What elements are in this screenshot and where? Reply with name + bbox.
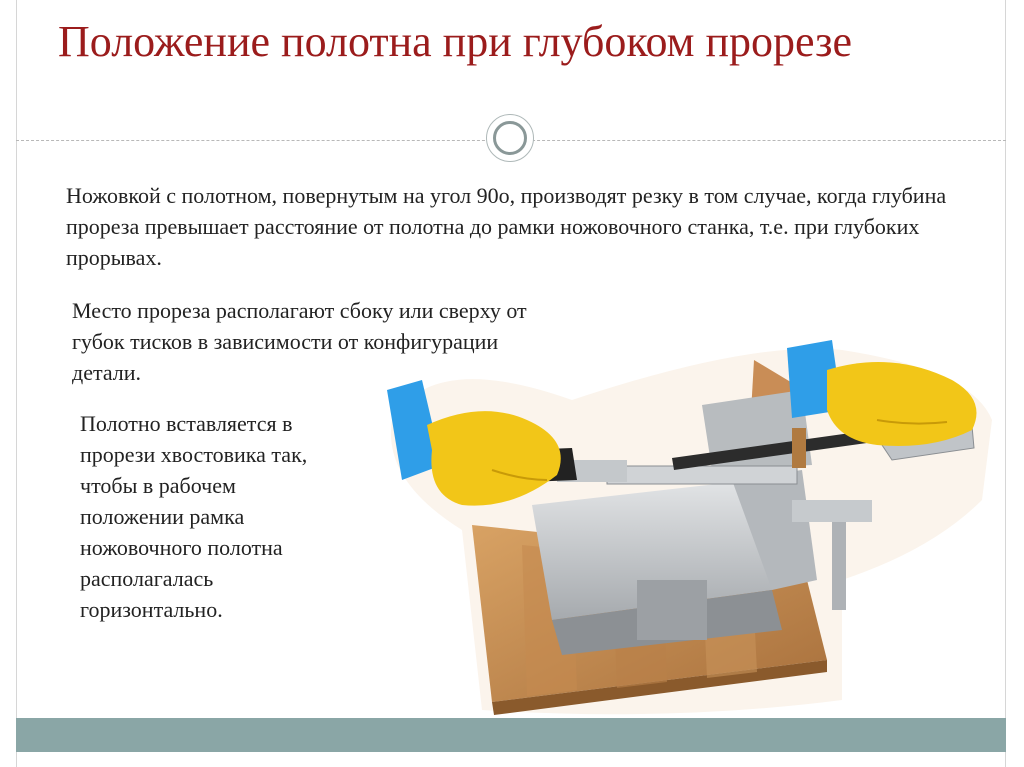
paragraph-cut-location: Место прореза располагают сбоку или сверху от губок тисков в зависимости от конфигурации детали. bbox=[72, 298, 527, 385]
slide-title: Положение полотна при глубоком прорезе bbox=[58, 17, 853, 66]
footer-bar bbox=[16, 718, 1006, 752]
hacksaw-vise-illustration bbox=[372, 330, 1008, 715]
ring-ornament-icon bbox=[486, 114, 534, 162]
paragraph-intro: Ножовкой с полотном, повернутым на угол 90о, производят резку в том случае, когда глубина прореза превышает расстояние от полотна до рамки ножовочного станка, т.е. при глубоких прорывах. bbox=[66, 183, 947, 270]
paragraph-blade-insertion: Полотно вставляется в прорези хвостовика так, чтобы в рабочем положении рамка ножовочного полотна располагалась горизонтально. bbox=[80, 411, 308, 622]
